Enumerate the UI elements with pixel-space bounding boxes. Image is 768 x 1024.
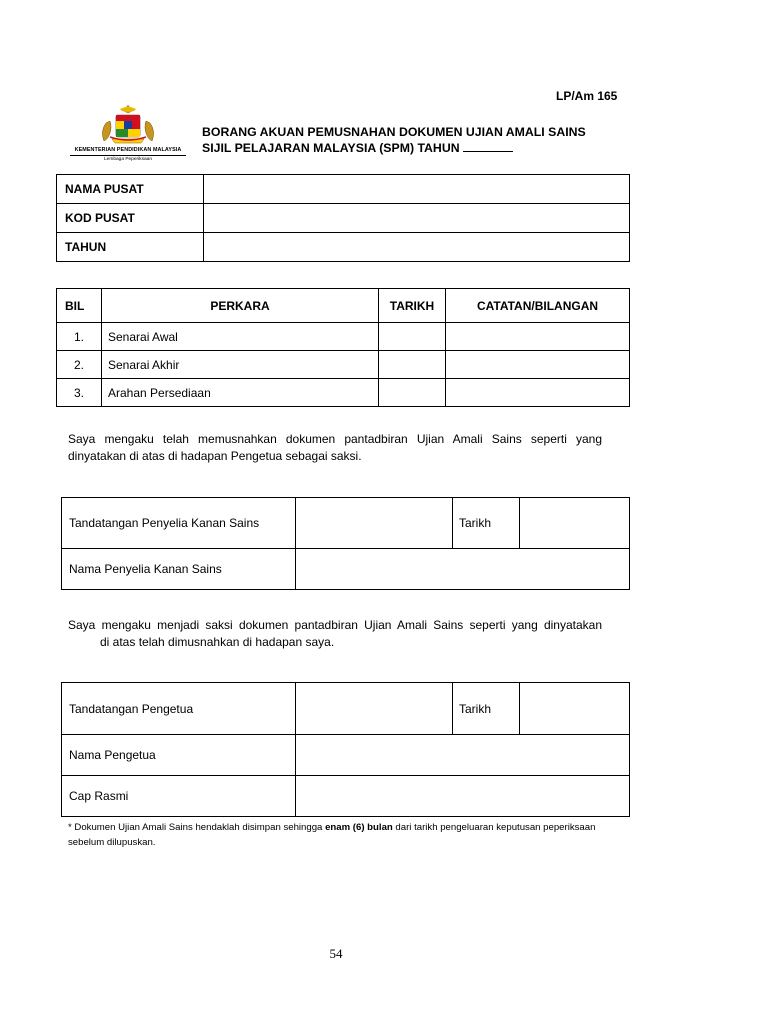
table-row	[57, 323, 630, 351]
principal-name-field[interactable]	[296, 735, 630, 776]
logo-ministry-text: KEMENTERIAN PENDIDIKAN MALAYSIA	[74, 147, 182, 153]
official-stamp-field[interactable]	[296, 776, 630, 817]
official-stamp-label: Cap Rasmi	[62, 776, 296, 817]
documents-table	[56, 288, 630, 407]
footnote-bold: enam (6) bulan	[325, 822, 393, 833]
supervisor-date-field[interactable]	[520, 498, 630, 549]
center-code-label: KOD PUSAT	[57, 204, 204, 233]
supervisor-signature-label: Tandatangan Penyelia Kanan Sains	[62, 498, 296, 549]
declaration-principal-part2: di atas telah dimusnahkan di hadapan saya.	[100, 635, 335, 649]
footnote-part2: dari tarikh pengeluaran keputusan peperiksaan sebelum dilupuskan.	[68, 822, 596, 848]
row-tarikh-field[interactable]	[379, 323, 446, 351]
row-bil: 3.	[57, 379, 102, 407]
ministry-logo	[66, 103, 190, 167]
row-perkara: Senarai Akhir	[102, 351, 379, 379]
row-bil: 2.	[57, 351, 102, 379]
table-row	[57, 379, 630, 407]
row-catatan-field[interactable]	[446, 323, 630, 351]
malaysia-coat-of-arms-icon	[66, 103, 190, 147]
row-bil: 1.	[57, 323, 102, 351]
logo-divider	[70, 155, 186, 156]
footnote	[68, 820, 608, 850]
supervisor-name-row	[62, 549, 630, 590]
form-title-line2-text: SIJIL PELAJARAN MALAYSIA (SPM) TAHUN	[202, 141, 460, 155]
principal-name-row	[62, 735, 630, 776]
row-perkara: Arahan Persediaan	[102, 379, 379, 407]
principal-signature-label: Tandatangan Pengetua	[62, 683, 296, 735]
form-title-line2	[202, 140, 586, 156]
principal-date-label: Tarikh	[453, 683, 520, 735]
year-blank[interactable]	[463, 141, 513, 152]
header-tarikh: TARIKH	[379, 289, 446, 323]
declaration-principal-part1: Saya mengaku menjadi saksi dokumen pantadbiran Ujian Amali Sains seperti yang dinyatakan	[68, 618, 602, 632]
header-perkara: PERKARA	[102, 289, 379, 323]
row-tarikh-field[interactable]	[379, 379, 446, 407]
supervisor-signature-table	[61, 497, 630, 590]
supervisor-signature-field[interactable]	[296, 498, 453, 549]
official-stamp-row	[62, 776, 630, 817]
logo-sub-text: Lembaga Peperiksaan	[103, 157, 152, 162]
principal-signature-table	[61, 682, 630, 817]
principal-signature-row	[62, 683, 630, 735]
center-code-field[interactable]	[204, 204, 630, 233]
center-info-row	[57, 175, 630, 204]
page-number: 54	[329, 946, 343, 961]
row-perkara: Senarai Awal	[102, 323, 379, 351]
supervisor-signature-row	[62, 498, 630, 549]
principal-name-label: Nama Pengetua	[62, 735, 296, 776]
form-title	[202, 124, 586, 156]
center-name-field[interactable]	[204, 175, 630, 204]
declaration-supervisor: Saya mengaku telah memusnahkan dokumen pantadbiran Ujian Amali Sains seperti yang dinyatakan di atas di hadapan Pengetua sebagai saksi.	[68, 432, 602, 463]
row-tarikh-field[interactable]	[379, 351, 446, 379]
row-catatan-field[interactable]	[446, 351, 630, 379]
supervisor-date-label: Tarikh	[453, 498, 520, 549]
table-row	[57, 351, 630, 379]
supervisor-name-field[interactable]	[296, 549, 630, 590]
row-catatan-field[interactable]	[446, 379, 630, 407]
center-name-label: NAMA PUSAT	[57, 175, 204, 204]
center-info-table	[56, 174, 630, 262]
principal-date-field[interactable]	[520, 683, 630, 735]
documents-header-row	[57, 289, 630, 323]
year-label: TAHUN	[57, 233, 204, 262]
form-title-line1: BORANG AKUAN PEMUSNAHAN DOKUMEN UJIAN AMALI SAINS	[202, 125, 586, 139]
header-catatan: CATATAN/BILANGAN	[446, 289, 630, 323]
declaration-principal	[68, 617, 602, 651]
header-bil: BIL	[57, 289, 102, 323]
center-info-row	[57, 233, 630, 262]
year-field[interactable]	[204, 233, 630, 262]
center-info-row	[57, 204, 630, 233]
footnote-part1: * Dokumen Ujian Amali Sains hendaklah disimpan sehingga	[68, 822, 326, 833]
supervisor-name-label: Nama Penyelia Kanan Sains	[62, 549, 296, 590]
principal-signature-field[interactable]	[296, 683, 453, 735]
form-code: LP/Am 165	[556, 89, 618, 103]
